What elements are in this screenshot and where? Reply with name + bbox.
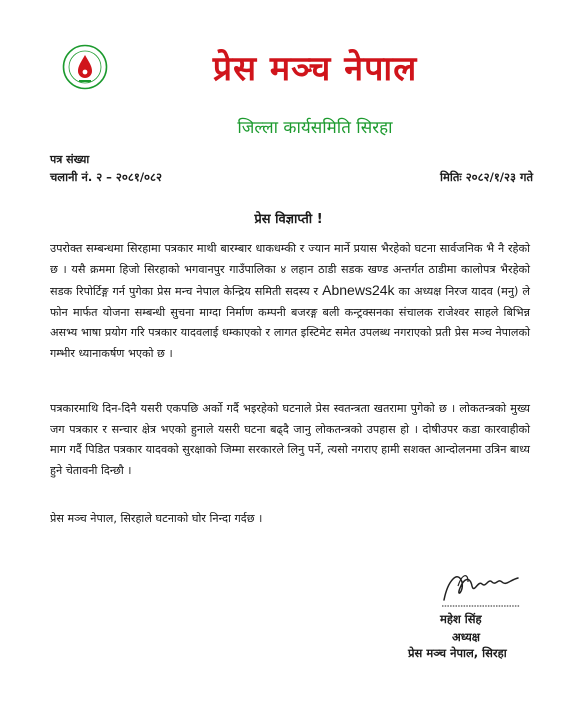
press-manch-logo-icon [62, 44, 108, 90]
dispatch-number: चलानी नं. २ – २०८१/०८२ [50, 170, 162, 184]
signatory-organization: प्रेस मञ्च नेपाल, सिरहा [408, 646, 507, 660]
organization-name: प्रेस मञ्च नेपाल [212, 49, 418, 89]
media-outlet-name: Abnews24k [322, 282, 395, 299]
paragraph-condemnation: प्रेस मञ्च नेपाल, सिरहाले घटनाको घोर निन्दा गर्दछ । [50, 512, 263, 525]
letter-date: मितिः २०८२/१/२३ गते [439, 170, 533, 184]
press-release-heading: प्रेस विज्ञाप्ती ! [254, 212, 323, 227]
district-committee-title: जिल्ला कार्यसमिति सिरहा [237, 118, 393, 138]
signatory-title: अध्यक्ष [452, 630, 481, 644]
paragraph-incident [50, 239, 530, 365]
paragraph-demand: पत्रकारमाथि दिन-दिनै यसरी एकपछि अर्को गर्दै भइरहेको घटनाले प्रेस स्वतन्त्रता खतरामा पुगेको छ । लोकतन्त्रको मुख्य जग पत्रकार र सन्चार क्षेत्र भएको हुनाले यसरी घटना बढ्दै जानु लोकतन्त्रको उपहास हो । दोषीउपर कडा कारवाहीको माग गर्दै पिडित पत्रकार यादवको सुरक्षाको जिम्मा सरकारले लिनु पर्ने, त्यसो नगराए हामी सशक्त आन्दोलनमा उत्रिन बाध्य हुने चेतावनी दिन्छौ । [50, 402, 530, 477]
handwritten-signature-icon [438, 560, 524, 612]
signatory-name: महेश सिंह [440, 612, 482, 626]
letter-number-label: पत्र संख्या [50, 153, 90, 166]
paragraph-incident-part2: का अध्यक्ष निरज यादव (मनु) ले फोन मार्फत योजना सम्बन्धी सुचना माग्दा निर्माण कम्पनी बजरङ्ग बली कन्ट्रक्सनका संचालक राजेश्वर साहले बिभिन्न असभ्य भाषा प्रयोग गरि पत्रकार यादवलाई धम्काएको र लागत इस्टिमेट समेत उपलब्ध नगराएको प्रती प्रेस मञ्च नेपालको गम्भीर ध्यानाकर्षण भएको छ । [50, 285, 531, 360]
paragraph-incident-part1: उपरोक्त सम्बन्धमा सिरहामा पत्रकार माथी बारम्बार धाकधम्की र ज्यान मार्ने प्रयास भैरहेको घटना सार्वजनिक भै नै रहेको छ । यसै क्रममा हिजो सिरहाको भगवानपुर गाउँपालिका ४ लहान ठाडी सडक खण्ड अन्तर्गत ठाडीमा कालोपत्र भैरहेको सडक रिपोर्टिङ्ग गर्न पुगेका प्रेस मन्च नेपाल केन्द्रिय समिती सदस्य र [50, 242, 530, 299]
